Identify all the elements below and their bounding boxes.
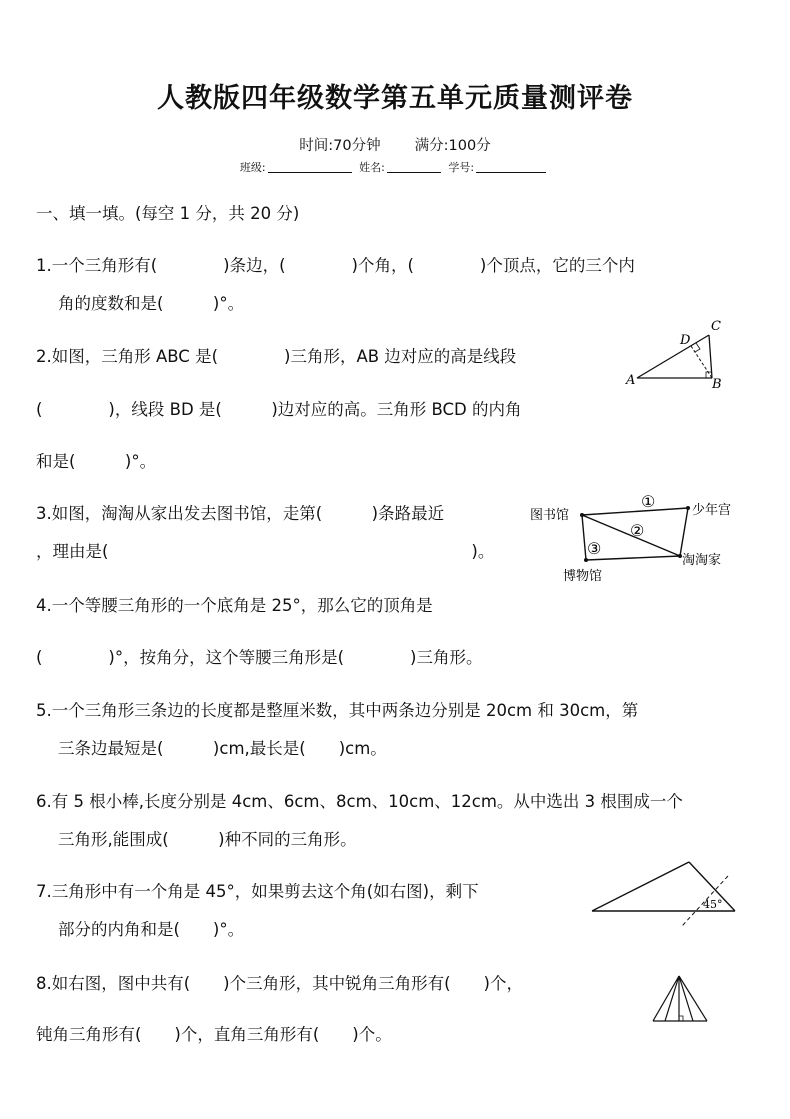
q4-line1: 4.一个等腰三角形的一个底角是 25°，那么它的顶角是 [36,596,433,615]
q7-line1: 7.三角形中有一个角是 45°，如果剪去这个角(如右图)，剩下 [36,882,479,901]
q5-line1: 5.一个三角形三条边的长度都是整厘米数，其中两条边分别是 20cm 和 30cm，第 [36,701,639,720]
right-angle-mark-d [695,343,700,352]
q2-line1: 2.如图，三角形 ABC 是( )三角形，AB 边对应的高是线段 [36,347,517,366]
label-c: C [711,319,721,334]
triangle-left-side [592,862,689,911]
q8-line2: 钝角三角形有( )个，直角三角形有( )个。 [36,1025,392,1044]
q4-line2: ( )°，按角分，这个等腰三角形是( )三角形。 [36,648,483,667]
height-bd [691,346,712,378]
label-b: B [712,377,722,392]
id-label: 学号: [448,161,475,174]
q6-line1: 6.有 5 根小棒,长度分别是 4cm、6cm、8cm、10cm、12cm。从中选出 3 根围成一个 [36,792,683,811]
route-1-label: ① [641,492,656,511]
route-3 [582,515,586,560]
id-field[interactable] [476,161,546,173]
q8-line1: 8.如右图，图中共有( )个三角形，其中锐角三角形有( )个， [36,974,523,993]
q1-line1: 1.一个三角形有( )条边，( )个角，( )个顶点，它的三个内 [36,256,635,275]
outer-right-side [679,976,707,1021]
palace-point [686,506,690,510]
side-bc [709,335,712,378]
home-label: 淘淘家 [682,553,722,568]
label-d: D [680,333,691,348]
library-label: 图书馆 [530,508,570,523]
angle-label: 45° [703,898,723,911]
q8-triangle-figure [650,972,712,1026]
q3-line1: 3.如图，淘淘从家出发去图书馆，走第( )条路最近 [36,504,445,523]
exam-subtitle [0,134,790,155]
inner-left-line [665,976,679,1021]
student-info [0,159,790,175]
route-1 [582,508,688,515]
class-field[interactable] [268,161,352,173]
section-heading: 一、填一填。(每空 1 分，共 20 分) [36,204,300,223]
outer-left-side [653,976,679,1021]
route-2-label: ② [630,521,645,540]
q2-line2: ( )，线段 BD 是( )边对应的高。三角形 BCD 的内角 [36,400,522,419]
name-label: 姓名: [359,161,385,174]
museum-point [584,558,588,562]
q7-line2: 部分的内角和是( )°。 [58,920,245,939]
class-label: 班级: [239,161,266,174]
q7-triangle-figure [590,856,745,926]
q5-line2: 三条边最短是( )cm,最长是( )cm。 [58,739,387,758]
palace-label: 少年宫 [692,503,732,518]
inner-right-line [679,976,693,1021]
page-title: 人教版四年级数学第五单元质量测评卷 [157,83,633,114]
library-point [580,513,584,517]
exam-time: 时间:70分钟 [299,138,381,154]
name-field[interactable] [387,161,441,173]
museum-label: 博物馆 [563,569,603,584]
q2-triangle-figure [622,312,732,394]
route-1-b [680,508,688,556]
q1-line2: 角的度数和是( )°。 [58,294,245,313]
label-a: A [626,373,636,388]
q3-route-figure [530,490,745,586]
q2-line3: 和是( )°。 [36,452,157,471]
q3-line2: ，理由是( )。 [36,542,495,561]
exam-score: 满分:100分 [414,138,491,154]
route-3-label: ③ [587,539,602,558]
q6-line2: 三角形,能围成( )种不同的三角形。 [58,830,357,849]
